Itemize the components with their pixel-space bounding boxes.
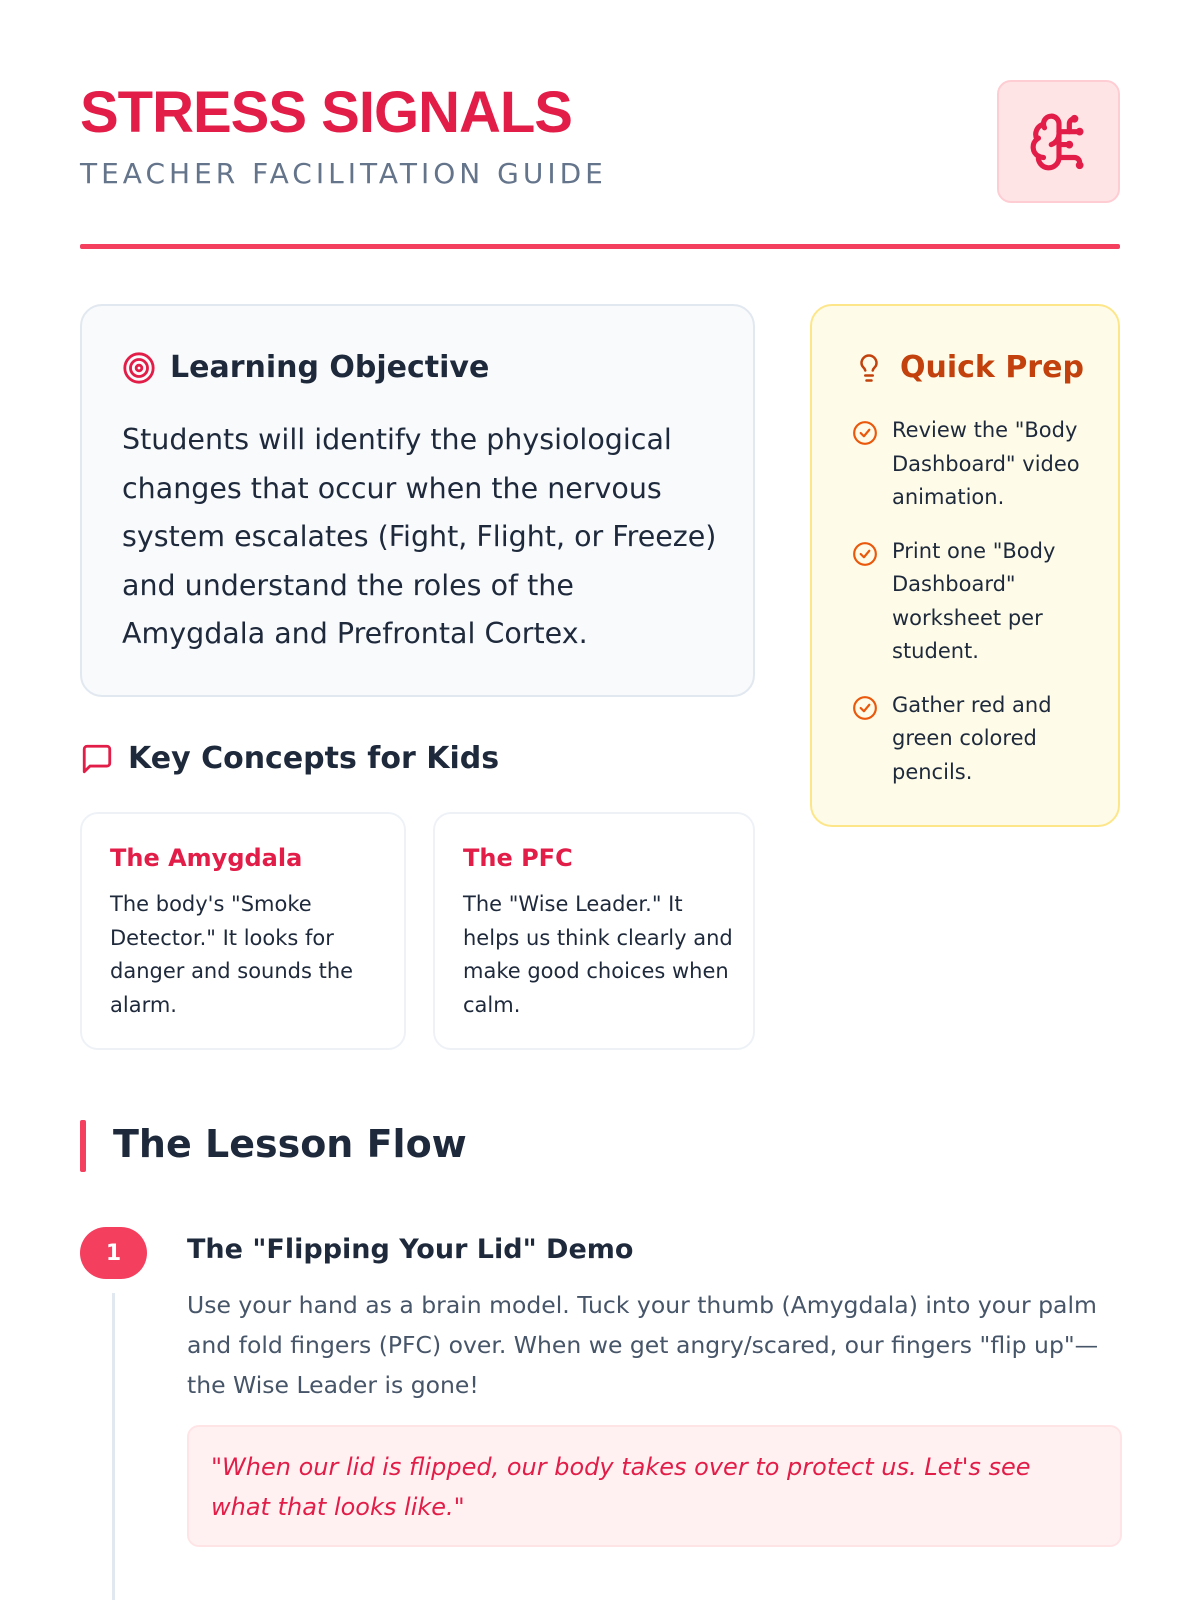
lesson-flow-title: The Lesson Flow — [113, 1122, 467, 1166]
concept-card-amygdala — [80, 812, 406, 1050]
step-title: The "Flipping Your Lid" Demo — [187, 1234, 634, 1265]
prep-item-text: Gather red and green colored pencils. — [892, 692, 1052, 784]
concept-name: The PFC — [463, 844, 573, 872]
check-circle-icon — [852, 420, 878, 446]
concept-description: The body's "Smoke Detector." It looks for danger and sounds the alarm. — [110, 892, 354, 1017]
script-quote-text: "When our lid is flipped, our body takes over to protect us. Let's see what that looks like." — [211, 1453, 1031, 1521]
list-item — [852, 689, 1102, 790]
step-description: Use your hand as a brain model. Tuck your thumb (Amygdala) into your palm and fold fingers (PFC) over. When we get angry/scared, our fingers "flip up"—the Wise Leader is gone! — [187, 1291, 1099, 1399]
page-title: STRESS SIGNALS — [80, 80, 572, 145]
list-item — [852, 535, 1102, 669]
prep-item-text: Review the "Body Dashboard" video animation. — [892, 418, 1080, 509]
quick-prep-list — [852, 414, 1102, 809]
brain-badge — [997, 80, 1120, 203]
learning-objective-title: Learning Objective — [170, 350, 490, 385]
learning-objective-card — [80, 304, 755, 697]
list-item — [852, 414, 1102, 515]
header-divider — [80, 244, 1120, 249]
section-accent-bar — [80, 1120, 86, 1172]
quick-prep-title: Quick Prep — [900, 350, 1084, 385]
quick-prep-card — [810, 304, 1120, 827]
page-subtitle: TEACHER FACILITATION GUIDE — [80, 157, 607, 190]
quick-prep-header — [854, 350, 1084, 385]
target-icon — [122, 351, 156, 385]
script-quote-box — [187, 1425, 1122, 1547]
check-circle-icon — [852, 541, 878, 567]
chat-bubble-icon — [80, 742, 114, 776]
concept-card-pfc — [433, 812, 755, 1050]
step-number-badge: 1 — [80, 1227, 147, 1279]
prep-item-text: Print one "Body Dashboard" worksheet per student. — [892, 538, 1056, 663]
concept-name: The Amygdala — [110, 844, 303, 872]
brain-icon — [1028, 111, 1090, 173]
learning-objective-text: Students will identify the physiological changes that occur when the nervous system escalates (Fight, Flight, or Freeze) and understand the roles of the Amygdala and Prefrontal Cortex. — [122, 423, 717, 650]
key-concepts-title: Key Concepts for Kids — [128, 741, 500, 776]
step-timeline-line — [112, 1293, 115, 1600]
lightbulb-icon — [854, 351, 884, 385]
learning-objective-header — [122, 350, 489, 385]
check-circle-icon — [852, 695, 878, 721]
key-concepts-header — [80, 741, 499, 776]
concept-description: The "Wise Leader." It helps us think clearly and make good choices when calm. — [463, 892, 733, 1017]
